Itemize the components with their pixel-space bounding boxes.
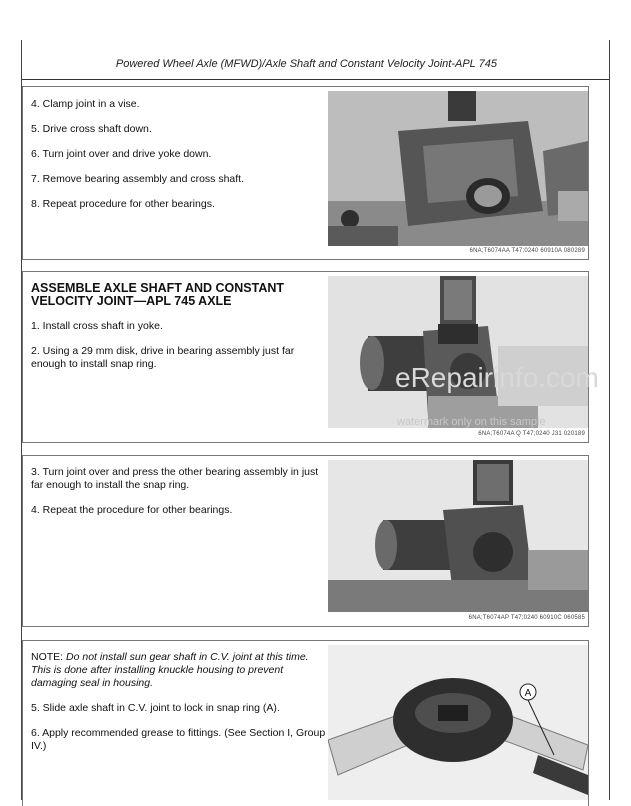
- steps-list: [31, 98, 326, 211]
- note-text: Do not install sun gear shaft in C.V. joint at this time. This is done after installing knuckle housing to prevent damaging seal in housing.: [31, 651, 309, 689]
- photo-cv-joint: [328, 645, 588, 800]
- steps-list: [31, 651, 326, 753]
- step-7: 7. Remove bearing assembly and cross shaft.: [31, 173, 245, 185]
- photo-joint-in-vise: [328, 91, 588, 246]
- photo-caption: 6NA;T6074A Q T47;0240 J31 020189: [478, 431, 585, 437]
- watermark-sub: watermark only on this sample: [397, 416, 546, 428]
- step-5: 5. Drive cross shaft down.: [31, 123, 152, 135]
- header-rule: [22, 79, 609, 80]
- photo-caption: 6NA;T6074AA T47;0240 60910A 080289: [469, 248, 585, 254]
- section-press-bearing: [22, 455, 589, 627]
- photo-caption: 6NA;T6074AP T47;0240 60910C 060585: [468, 615, 585, 621]
- watermark: eRepairinfo.com: [395, 362, 599, 393]
- step-3: 3. Turn joint over and press the other bearing assembly in just far enough to install the snap ring.: [31, 466, 319, 491]
- photo-press-bearing: [328, 460, 588, 612]
- page-header: Powered Wheel Axle (MFWD)/Axle Shaft and Constant Velocity Joint-APL 745: [115, 58, 497, 70]
- step-1: 1. Install cross shaft in yoke.: [31, 320, 163, 332]
- step-5: 5. Slide axle shaft in C.V. joint to lock in snap ring (A).: [31, 702, 280, 714]
- section-title-line-1: ASSEMBLE AXLE SHAFT AND CONSTANT: [31, 281, 285, 295]
- step-6: 6. Turn joint over and drive yoke down.: [31, 148, 212, 160]
- step-4: 4. Clamp joint in a vise.: [31, 98, 140, 110]
- steps-list: [31, 282, 326, 371]
- photo-install-cross-shaft: [328, 276, 588, 428]
- step-2: 2. Using a 29 mm disk, drive in bearing assembly just far enough to install snap ring.: [31, 345, 295, 370]
- step-6: 6. Apply recommended grease to fittings. (See Section I, Group IV.): [31, 727, 326, 752]
- note-label: NOTE:: [31, 651, 64, 663]
- section-install-axle: [22, 640, 589, 806]
- section-title-line-2: VELOCITY JOINT—APL 745 AXLE: [31, 294, 232, 308]
- section-disassemble: [22, 86, 589, 260]
- step-4: 4. Repeat the procedure for other bearings.: [31, 504, 233, 516]
- steps-list: [31, 466, 326, 517]
- page-frame-right: [609, 40, 610, 800]
- note: [31, 651, 326, 690]
- callout-a: A: [524, 688, 532, 699]
- step-8: 8. Repeat procedure for other bearings.: [31, 198, 215, 210]
